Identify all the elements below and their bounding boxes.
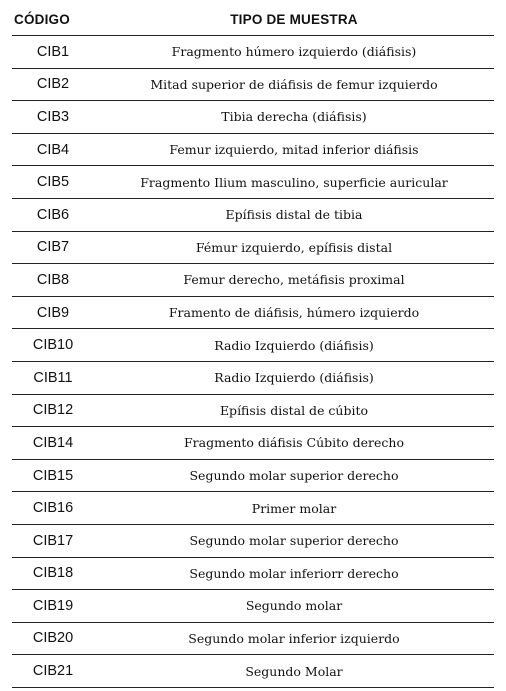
sample-code: CIB17 [12,524,94,557]
table-header [12,4,494,36]
table-body [12,36,494,688]
sample-type: Epífisis distal de tibia [94,198,494,231]
table-row [12,492,494,525]
sample-type: Segundo molar inferiorr derecho [94,557,494,590]
sample-code: CIB9 [12,296,94,329]
table-row [12,36,494,69]
table-row [12,166,494,199]
table-row [12,655,494,688]
sample-code: CIB10 [12,329,94,362]
sample-type: Femur derecho, metáfisis proximal [94,264,494,297]
sample-type: Fragmento húmero izquierdo (diáfisis) [94,36,494,69]
sample-type: Segundo molar [94,590,494,623]
table-row [12,590,494,623]
sample-code: CIB2 [12,68,94,101]
table-row [12,427,494,460]
header-sample-type: TIPO DE MUESTRA [94,4,494,36]
header-code: CÓDIGO [12,4,94,36]
sample-type: Segundo molar inferior izquierdo [94,622,494,655]
table-row [12,296,494,329]
sample-code: CIB15 [12,459,94,492]
samples-table [12,4,494,688]
table-row [12,557,494,590]
header-row [12,4,494,36]
table-row [12,68,494,101]
sample-type: Framento de diáfisis, húmero izquierdo [94,296,494,329]
table-row [12,394,494,427]
sample-type: Epífisis distal de cúbito [94,394,494,427]
sample-type: Fragmento Ilium masculino, superficie auricular [94,166,494,199]
table-row [12,361,494,394]
table-row [12,524,494,557]
table-row [12,198,494,231]
sample-type: Fragmento diáfisis Cúbito derecho [94,427,494,460]
table-row [12,329,494,362]
sample-type: Radio Izquierdo (diáfisis) [94,329,494,362]
sample-code: CIB11 [12,361,94,394]
sample-code: CIB6 [12,198,94,231]
sample-code: CIB20 [12,622,94,655]
table-row [12,101,494,134]
sample-type: Femur izquierdo, mitad inferior diáfisis [94,133,494,166]
table-row [12,622,494,655]
sample-code: CIB1 [12,36,94,69]
table-row [12,459,494,492]
sample-code: CIB21 [12,655,94,688]
sample-code: CIB18 [12,557,94,590]
sample-code: CIB4 [12,133,94,166]
sample-type: Segundo molar superior derecho [94,524,494,557]
sample-code: CIB19 [12,590,94,623]
sample-type: Fémur izquierdo, epífisis distal [94,231,494,264]
sample-code: CIB14 [12,427,94,460]
sample-code: CIB16 [12,492,94,525]
table-row [12,264,494,297]
sample-type: Segundo Molar [94,655,494,688]
sample-type: Radio Izquierdo (diáfisis) [94,361,494,394]
sample-type: Segundo molar superior derecho [94,459,494,492]
sample-type: Tibia derecha (diáfisis) [94,101,494,134]
table-row [12,231,494,264]
sample-code: CIB5 [12,166,94,199]
sample-code: CIB8 [12,264,94,297]
sample-code: CIB3 [12,101,94,134]
table-row [12,133,494,166]
sample-code: CIB12 [12,394,94,427]
sample-code: CIB7 [12,231,94,264]
sample-type: Primer molar [94,492,494,525]
sample-type: Mitad superior de diáfisis de femur izquierdo [94,68,494,101]
